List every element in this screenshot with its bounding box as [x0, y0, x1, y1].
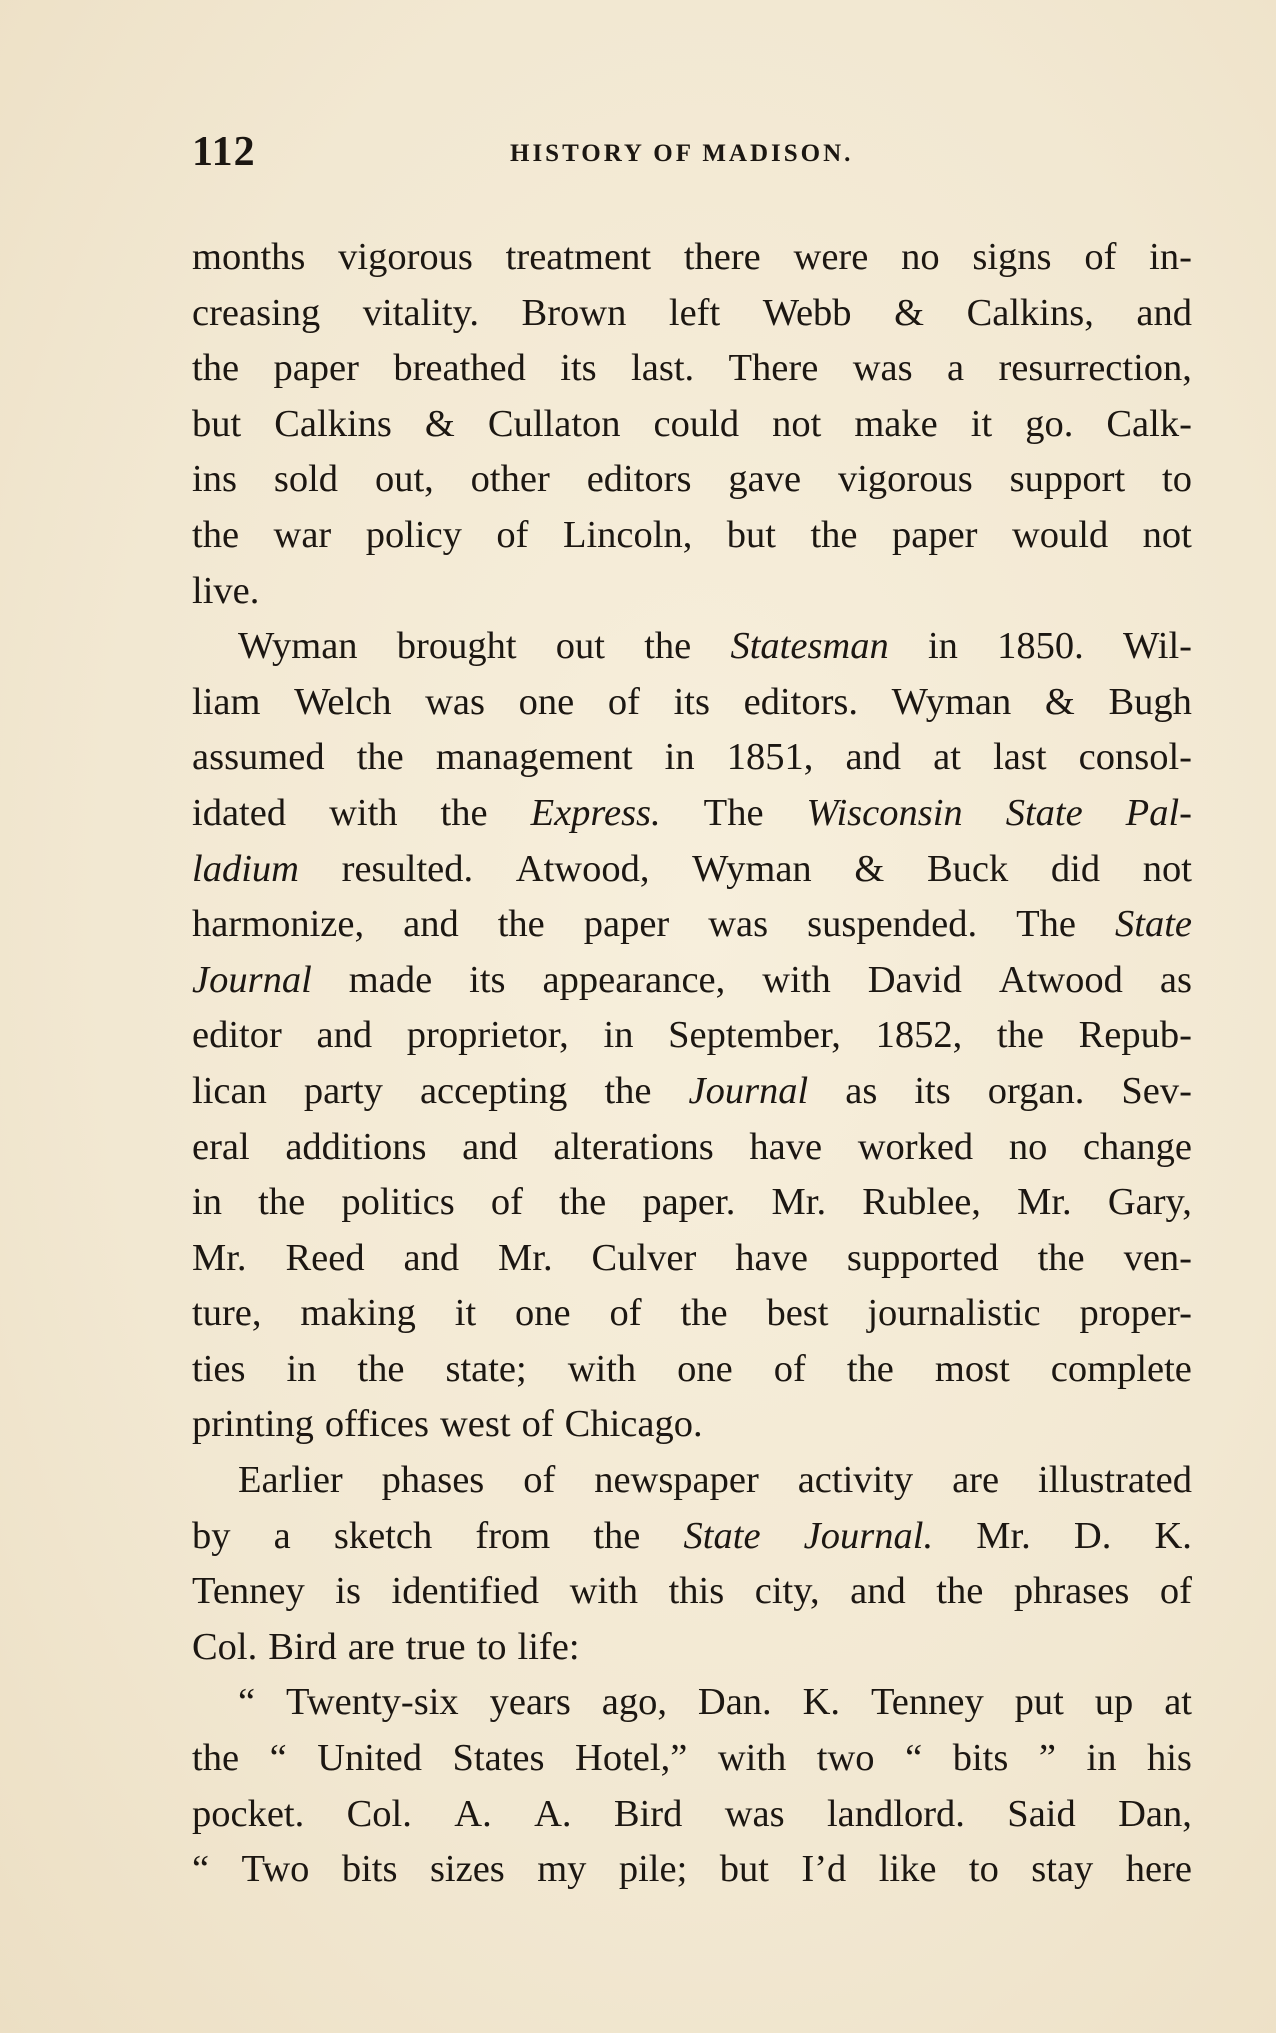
word: accepting [419, 1069, 568, 1112]
text-line [192, 1842, 1192, 1898]
word: State [1005, 791, 1083, 834]
word: “ [192, 1848, 210, 1891]
word: harmonize, [192, 903, 365, 946]
word: alterations [553, 1125, 714, 1168]
word: Atwood [998, 958, 1123, 1001]
word: resulted. [341, 847, 474, 890]
word: make [854, 402, 938, 445]
word: did [1050, 847, 1101, 890]
word: and [403, 903, 459, 946]
word: ” [1038, 1737, 1056, 1780]
word: lican [192, 1069, 267, 1112]
running-head: HISTORY OF MADISON. [510, 140, 854, 167]
word: stay [1031, 1848, 1094, 1891]
word: the [559, 1181, 607, 1224]
word: There [728, 347, 819, 390]
word: journalistic [867, 1292, 1041, 1335]
word: phrases [1013, 1570, 1130, 1613]
word: a [946, 347, 965, 390]
word: are [347, 1625, 395, 1668]
word: ins [192, 458, 237, 501]
word: not [772, 402, 822, 445]
word: the [440, 791, 488, 834]
word: as [1159, 958, 1192, 1001]
word: the [936, 1570, 984, 1613]
word: city, [754, 1570, 820, 1613]
text-line [192, 953, 1192, 1009]
word: Wil- [1122, 625, 1192, 668]
word: Col. [346, 1792, 412, 1835]
word: Cullaton [487, 402, 621, 445]
word: Mr. [498, 1236, 553, 1279]
text-line [192, 452, 1192, 508]
word: was [708, 903, 769, 946]
word: vigorous [837, 458, 973, 501]
paragraph [192, 1453, 1192, 1675]
paragraph [192, 1675, 1192, 1897]
word: last. [631, 347, 695, 390]
word: from [475, 1514, 551, 1557]
word: to [476, 1625, 507, 1668]
word: Welch [294, 680, 392, 723]
word: but [726, 513, 776, 556]
page-header [192, 128, 1192, 188]
word: paper. [642, 1181, 736, 1224]
word: idated [192, 791, 287, 834]
word: bits [952, 1737, 1009, 1780]
word: of [490, 1181, 523, 1224]
word: the [1037, 1236, 1085, 1279]
text-line [192, 1286, 1192, 1342]
word: pile; [618, 1848, 688, 1891]
word: go. [1025, 402, 1074, 445]
word: identified [391, 1570, 540, 1613]
word: with [717, 1737, 787, 1780]
word: 1850. [997, 625, 1084, 668]
word: United [317, 1737, 422, 1780]
word: Bird [268, 1625, 337, 1668]
word: at [1164, 1681, 1192, 1724]
word: Said [1007, 1792, 1076, 1835]
word: Hotel,” [575, 1737, 688, 1780]
text-line [192, 1342, 1192, 1398]
word: in [927, 625, 958, 668]
word: paper [583, 903, 670, 946]
word: the [593, 1514, 641, 1557]
word: two [816, 1737, 875, 1780]
word: and [850, 1570, 906, 1613]
text-line [192, 842, 1192, 898]
word: support [1009, 458, 1126, 501]
word: K. [802, 1681, 841, 1724]
word: like [878, 1848, 937, 1891]
word: politics [341, 1181, 455, 1224]
word: brought [396, 625, 517, 668]
word: with [329, 791, 398, 834]
word: west [439, 1403, 511, 1446]
word: ties [192, 1347, 246, 1390]
word: editors [586, 458, 692, 501]
word: with [762, 958, 831, 1001]
word: the [192, 347, 240, 390]
word: vigorous [338, 236, 473, 278]
word: in- [1149, 236, 1192, 278]
text-line [192, 1120, 1192, 1176]
word: to [968, 1848, 999, 1891]
text-line [192, 230, 1192, 286]
word: Mr. [1017, 1181, 1072, 1224]
word: state; [445, 1347, 527, 1390]
word: 1851, [726, 736, 814, 779]
text-line [192, 1064, 1192, 1120]
word: its [469, 958, 506, 1001]
word: Wyman [891, 680, 1012, 723]
word: months [192, 236, 306, 278]
word: Wyman [238, 625, 358, 668]
word: State [1115, 903, 1192, 946]
word: ture, [192, 1292, 262, 1335]
word: not [1142, 847, 1192, 890]
word: there [683, 236, 761, 278]
word: Mr. [771, 1181, 827, 1224]
word: Wisconsin [806, 791, 963, 834]
text-line [192, 1731, 1192, 1787]
word: Pal- [1125, 791, 1192, 834]
word: was [425, 680, 485, 723]
word: resurrection, [998, 347, 1192, 390]
word: newspaper [594, 1459, 759, 1502]
word: Calkins, [966, 291, 1094, 334]
word: vitality. [362, 291, 479, 334]
word: war [273, 513, 332, 556]
word: & [1044, 680, 1075, 723]
word: this [668, 1570, 725, 1613]
text-line [192, 564, 1192, 620]
word: and [1136, 291, 1192, 334]
word: D. [1073, 1514, 1112, 1557]
word: A. [534, 1792, 572, 1835]
text-line [192, 1453, 1192, 1509]
word: the [497, 903, 545, 946]
word: no [1008, 1125, 1048, 1168]
word: Two [241, 1848, 310, 1891]
word: other [470, 458, 550, 501]
word: it [454, 1292, 477, 1335]
word: ven- [1123, 1236, 1192, 1279]
word: David [867, 958, 962, 1001]
word: phases [381, 1459, 485, 1502]
word: left [668, 291, 721, 334]
word: the [644, 625, 692, 668]
word: its [673, 680, 710, 723]
word: editor [192, 1014, 282, 1057]
body-text [192, 230, 1192, 1898]
word: here [1125, 1848, 1192, 1891]
word: Culver [591, 1236, 697, 1279]
word: I’d [801, 1848, 847, 1891]
word: were [793, 236, 869, 278]
word: policy [365, 513, 462, 556]
word: signs [972, 236, 1052, 278]
word: and [845, 736, 902, 779]
word: proprietor, [406, 1014, 569, 1057]
word: making [300, 1292, 416, 1335]
word: Buck [926, 847, 1009, 890]
word: have [735, 1236, 808, 1279]
word: Col. [192, 1625, 258, 1668]
text-line [192, 508, 1192, 564]
word: made [348, 958, 433, 1001]
word: to [1162, 458, 1192, 501]
word: of [773, 1347, 806, 1390]
word: Twenty-six [286, 1681, 459, 1724]
page-number: 112 [192, 129, 256, 175]
word: liam [192, 680, 261, 723]
word: Dan. [697, 1681, 772, 1724]
text-line [192, 1787, 1192, 1843]
word: in [286, 1347, 317, 1390]
word: Express. [530, 791, 661, 834]
word: and [403, 1236, 460, 1279]
word: the [810, 513, 858, 556]
word: one [518, 680, 575, 723]
word: Journal [192, 958, 312, 1001]
word: out [555, 625, 605, 668]
word: Tenney [870, 1681, 984, 1724]
word: proper- [1079, 1292, 1192, 1335]
word: bits [341, 1848, 398, 1891]
word: paper [891, 513, 978, 556]
word: supported [846, 1236, 999, 1279]
text-line [192, 675, 1192, 731]
word: Chicago. [564, 1403, 703, 1446]
word: could [653, 402, 740, 445]
text-line [192, 786, 1192, 842]
word: Reed [285, 1236, 365, 1279]
word: in [664, 736, 695, 779]
text-line [192, 397, 1192, 453]
word: Calkins [274, 402, 392, 445]
word: Rublee, [862, 1181, 981, 1224]
text-line [192, 341, 1192, 397]
word: 1852, [875, 1014, 963, 1057]
word: live. [192, 569, 260, 612]
word: worked [857, 1125, 974, 1168]
word: the [356, 736, 404, 779]
word: one [515, 1292, 571, 1335]
word: Earlier [238, 1459, 343, 1502]
word: Journal. [803, 1514, 934, 1557]
text-line [192, 1397, 1192, 1453]
word: suspended. [807, 903, 978, 946]
word: in [603, 1014, 634, 1057]
word: eral [192, 1125, 250, 1168]
word: illustrated [1038, 1459, 1192, 1502]
word: have [749, 1125, 823, 1168]
word: ago, [601, 1681, 667, 1724]
word: management [435, 736, 633, 779]
word: last [993, 736, 1047, 779]
word: complete [1050, 1347, 1192, 1390]
word: the [192, 513, 240, 556]
word: the [357, 1347, 405, 1390]
word: gave [728, 458, 802, 501]
word: consol- [1078, 736, 1192, 779]
word: in [1086, 1737, 1117, 1780]
word: & [424, 402, 455, 445]
word: Bird [613, 1792, 683, 1835]
word: out, [374, 458, 434, 501]
word: “ [905, 1737, 923, 1780]
word: paper [273, 347, 359, 390]
word: best [766, 1292, 829, 1335]
word: “ [238, 1681, 256, 1724]
word: one [677, 1347, 733, 1390]
word: no [901, 236, 940, 278]
word: pocket. [192, 1792, 305, 1835]
word: breathed [393, 347, 526, 390]
word: in [192, 1181, 222, 1224]
word: The [703, 791, 764, 834]
word: ladium [192, 847, 299, 890]
word: of [523, 1459, 556, 1502]
text-line [192, 1620, 1192, 1676]
word: K. [1154, 1514, 1192, 1557]
text-line [192, 619, 1192, 675]
word: was [852, 347, 913, 390]
word: treatment [505, 236, 652, 278]
word: the [604, 1069, 652, 1112]
word: its [560, 347, 597, 390]
word: of [521, 1403, 554, 1446]
text-line [192, 1175, 1192, 1231]
word: Atwood, [515, 847, 650, 890]
word: editors. [743, 680, 859, 723]
word: but [719, 1848, 769, 1891]
word: not [1142, 513, 1192, 556]
word: sizes [429, 1848, 505, 1891]
word: of [1084, 236, 1117, 278]
word: Gary, [1107, 1181, 1192, 1224]
word: assumed [192, 736, 325, 779]
word: its [914, 1069, 951, 1112]
word: party [303, 1069, 383, 1112]
word: true [405, 1625, 466, 1668]
word: put [1014, 1681, 1064, 1724]
word: Journal [688, 1069, 809, 1112]
word: A. [454, 1792, 492, 1835]
word: & [854, 847, 885, 890]
paragraph [192, 230, 1192, 619]
word: Wyman [692, 847, 812, 890]
word: by [192, 1514, 231, 1557]
word: the [680, 1292, 728, 1335]
word: sold [273, 458, 339, 501]
word: would [1011, 513, 1109, 556]
word: printing [192, 1403, 314, 1446]
word: life: [517, 1625, 580, 1668]
word: landlord. [826, 1792, 965, 1835]
word: the [258, 1181, 306, 1224]
word: Dan, [1118, 1792, 1192, 1835]
word: change [1082, 1125, 1192, 1168]
word: my [537, 1848, 587, 1891]
text-line [192, 897, 1192, 953]
word: appearance, [542, 958, 726, 1001]
word: Calk- [1106, 402, 1192, 445]
word: the [192, 1737, 240, 1780]
word: Brown [521, 291, 627, 334]
word: States [452, 1737, 545, 1780]
word: are [952, 1459, 1000, 1502]
word: State [683, 1514, 761, 1557]
word: Sev- [1121, 1069, 1192, 1112]
word: Tenney [192, 1570, 305, 1613]
word: of [496, 513, 529, 556]
word: with [569, 1570, 639, 1613]
word: Mr. [192, 1236, 247, 1279]
word: & [894, 291, 925, 334]
word: additions [285, 1125, 427, 1168]
word: the [846, 1347, 894, 1390]
word: and [316, 1014, 373, 1057]
text-line [192, 1509, 1192, 1565]
paragraph [192, 619, 1192, 1453]
word: Bugh [1108, 680, 1192, 723]
word: September, [668, 1014, 841, 1057]
word: Statesman [730, 625, 889, 668]
word: “ [269, 1737, 287, 1780]
word: Webb [762, 291, 852, 334]
word: up [1094, 1681, 1134, 1724]
word: of [609, 1292, 642, 1335]
word: Lincoln, [562, 513, 693, 556]
word: at [933, 736, 961, 779]
word: of [1159, 1570, 1192, 1613]
word: of [607, 680, 640, 723]
word: but [192, 402, 242, 445]
word: offices [324, 1403, 429, 1446]
word: his [1146, 1737, 1192, 1780]
word: a [273, 1514, 291, 1557]
word: most [934, 1347, 1010, 1390]
word: as [845, 1069, 878, 1112]
text-line [192, 1231, 1192, 1287]
word: it [970, 402, 993, 445]
word: creasing [192, 291, 321, 334]
word: Mr. [976, 1514, 1031, 1557]
text-line [192, 286, 1192, 342]
text-line [192, 730, 1192, 786]
word: is [335, 1570, 361, 1613]
text-line [192, 1675, 1192, 1731]
word: and [462, 1125, 518, 1168]
word: years [489, 1681, 571, 1724]
word: activity [797, 1459, 914, 1502]
word: the [996, 1014, 1044, 1057]
word: was [724, 1792, 785, 1835]
word: Repub- [1078, 1014, 1192, 1057]
text-line [192, 1008, 1192, 1064]
text-line [192, 1564, 1192, 1620]
word: organ. [987, 1069, 1085, 1112]
word: with [567, 1347, 637, 1390]
word: sketch [333, 1514, 433, 1557]
word: The [1016, 903, 1077, 946]
